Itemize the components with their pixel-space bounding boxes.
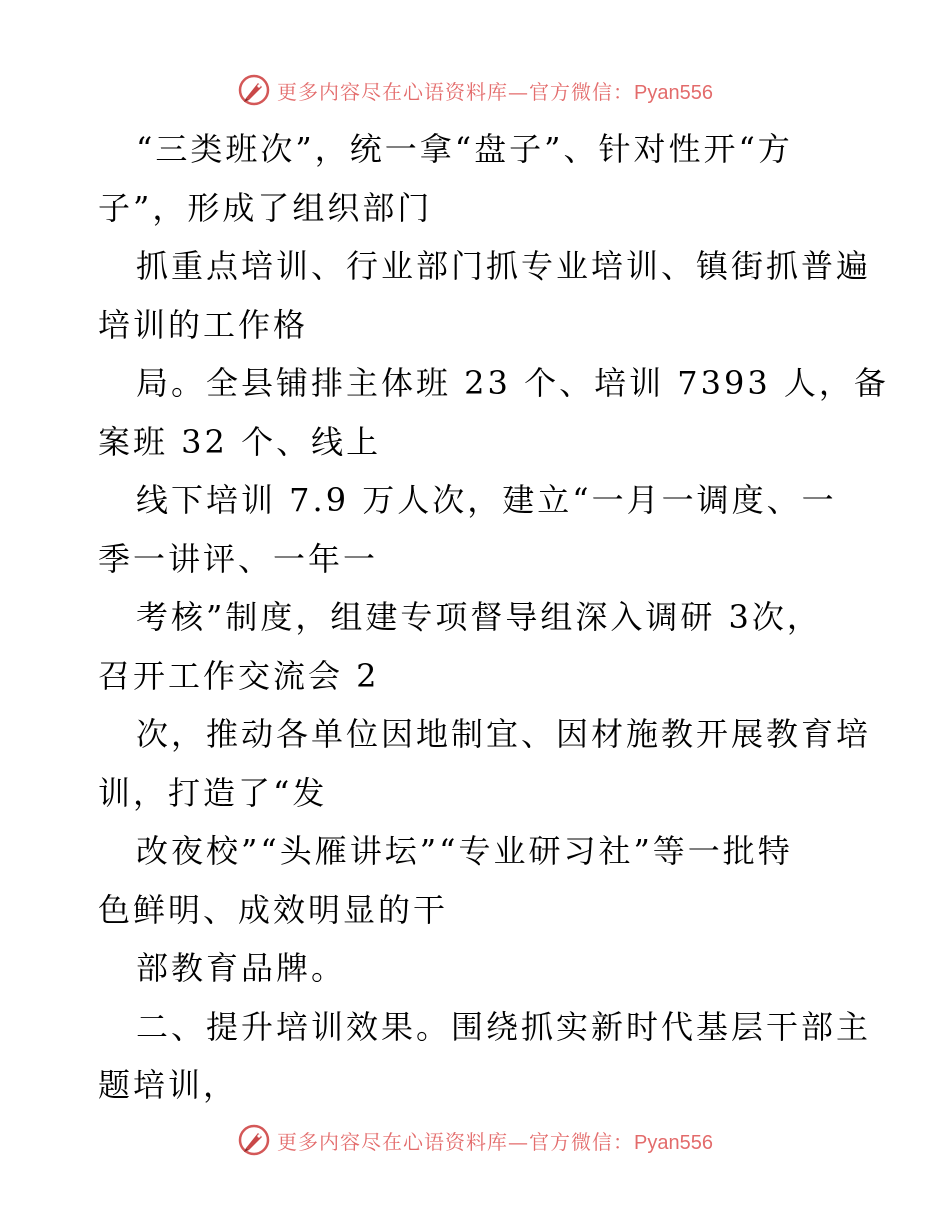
text-line: 考核”制度，组建专项督导组深入调研 3次， [136, 598, 822, 636]
pen-nib-logo-icon [237, 73, 271, 107]
pen-nib-logo-icon [237, 1123, 271, 1157]
text-line: 二、提升培训效果。围绕抓实新时代基层干部主 [136, 1007, 872, 1046]
body-text [98, 120, 889, 1115]
text-line: 色鲜明、成效明显的干 [98, 890, 449, 929]
text-line: “三类班次”，统一拿“盘子”、针对性开“方 [136, 130, 793, 168]
text-line: 培训的工作格 [98, 305, 309, 344]
text-line: 局。全县铺排主体班 23 个、培训 7393 人，备 [136, 364, 889, 402]
text-line: 案班 32 个、线上 [98, 422, 382, 461]
text-line: 季一讲评、一年一 [98, 539, 379, 578]
watermark-text: 更多内容尽在心语资料库—官方微信：Pyan556 [277, 1129, 713, 1154]
text-line: 子”，形成了组织部门 [98, 188, 433, 227]
header-watermark [0, 70, 950, 110]
text-line: 训，打造了“发 [98, 773, 328, 812]
text-line: 线下培训 7.9 万人次，建立“一月一调度、一 [136, 481, 837, 519]
text-line: 抓重点培训、行业部门抓专业培训、镇街抓普遍 [136, 247, 872, 285]
footer-watermark [0, 1120, 950, 1160]
text-line: 部教育品牌。 [136, 949, 347, 987]
text-line: 改夜校”“头雁讲坛”“专业研习社”等一批特 [136, 832, 793, 870]
text-line: 次，推动各单位因地制宜、因材施教开展教育培 [136, 715, 872, 753]
watermark-text: 更多内容尽在心语资料库—官方微信：Pyan556 [277, 79, 713, 104]
text-line: 召开工作交流会 2 [98, 656, 380, 695]
text-line: 题培训， [98, 1066, 239, 1104]
